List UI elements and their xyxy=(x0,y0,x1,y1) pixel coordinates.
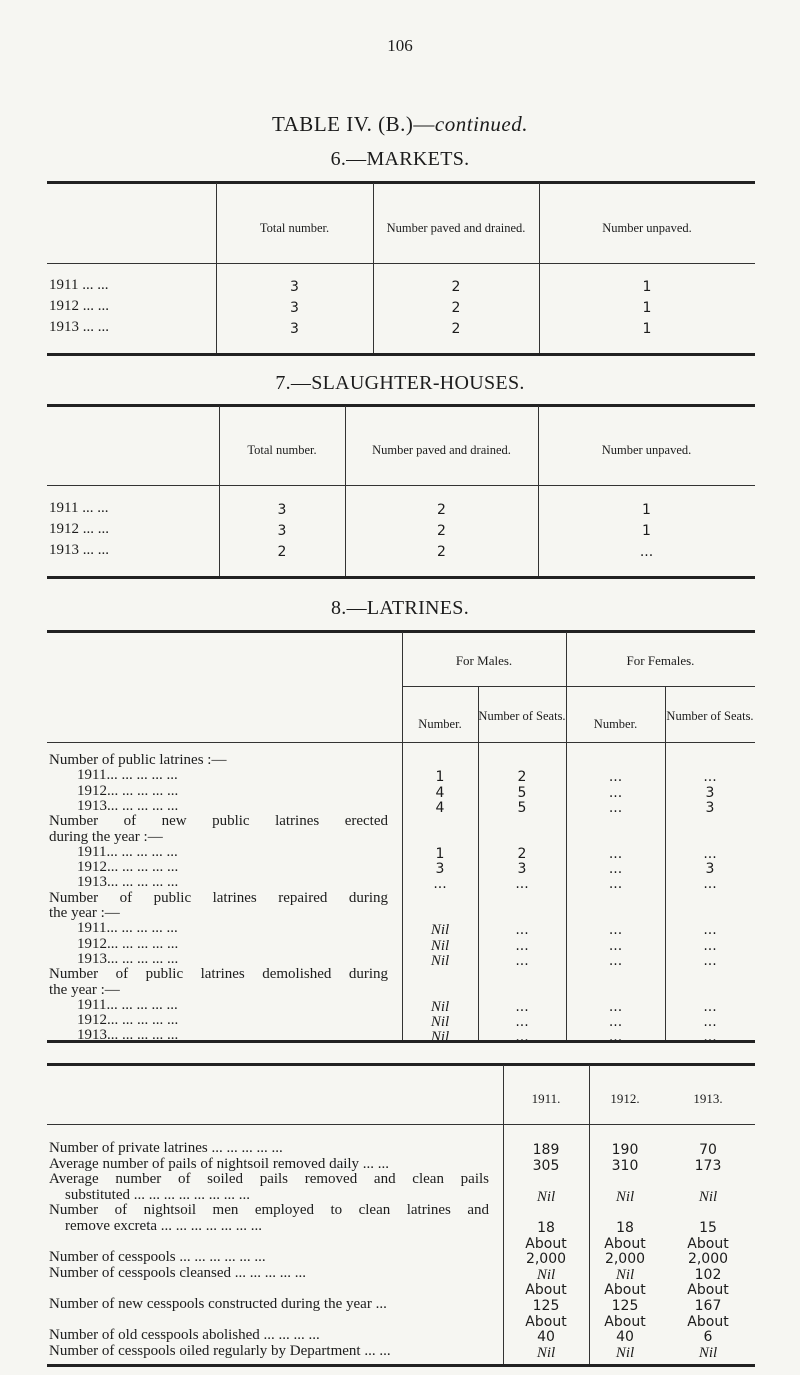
markets-cell: 1 xyxy=(642,300,652,316)
markets-top-rule xyxy=(47,181,755,184)
latrines-row-label: 1911... ... ... ... ... xyxy=(77,843,178,860)
latrines-cell: Nil xyxy=(430,937,450,954)
markets-header-rule xyxy=(47,263,755,264)
private-cell: About xyxy=(525,1282,567,1299)
private-cell: Nil xyxy=(536,1344,556,1361)
latrines-sub-female-seats: Number of Seats. xyxy=(666,709,754,723)
slaughter-cell: ... xyxy=(639,544,654,560)
private-cell: 2,000 xyxy=(525,1251,567,1268)
latrines-row-label: the year :— xyxy=(49,981,120,998)
latrines-cell: Nil xyxy=(430,922,450,939)
private-row-label: Number of private latrines ... ... ... ... ... xyxy=(49,1140,283,1156)
latrines-cell: ... xyxy=(703,876,717,893)
latrines-cell: ... xyxy=(515,1029,529,1046)
latrines-cell: ... xyxy=(515,1014,529,1031)
slaughter-header-total: Total number. xyxy=(247,443,317,457)
latrines-cell: ... xyxy=(703,937,717,954)
latrines-header-rule xyxy=(47,742,755,743)
private-cell: 189 xyxy=(532,1142,560,1158)
private-cell: 18 xyxy=(616,1220,634,1236)
latrines-cell: ... xyxy=(515,998,529,1015)
latrines-cell: ... xyxy=(608,1014,623,1031)
latrines-cell: 3 xyxy=(705,861,715,878)
latrines-cell: Nil xyxy=(430,952,450,969)
latrines-row-label: Number of public latrines demolished during xyxy=(49,966,388,983)
latrines-cell: ... xyxy=(515,922,529,939)
latrines-row-label: 1912... ... ... ... ... xyxy=(77,782,179,799)
latrines-cell: ... xyxy=(703,922,717,939)
latrines-sub-male-seats: Number of Seats. xyxy=(478,709,566,723)
latrines-cell: Nil xyxy=(430,1029,450,1046)
slaughter-header-unpaved: Number unpaved. xyxy=(601,443,692,457)
latrines-cell: Nil xyxy=(430,1014,450,1031)
latrines-cell: 4 xyxy=(435,799,445,816)
latrines-bottom-rule xyxy=(47,1040,755,1043)
latrines-row-label: Number of public latrines repaired during xyxy=(49,889,388,906)
latrines-row-label: 1913... ... ... ... ... xyxy=(77,874,179,891)
private-header-rule xyxy=(47,1124,755,1125)
latrines-row-label: 1913... ... ... ... ... xyxy=(77,797,179,814)
latrines-cell: ... xyxy=(703,1014,717,1031)
latrines-cell: 2 xyxy=(517,769,527,786)
private-cell: Nil xyxy=(698,1344,718,1361)
latrines-cell: ... xyxy=(608,799,623,816)
table-title xyxy=(0,112,800,137)
markets-row-year: 1911 ... ... xyxy=(49,277,109,293)
private-cell: 40 xyxy=(537,1329,555,1346)
slaughter-header-rule xyxy=(47,485,755,486)
latrines-cell: ... xyxy=(703,998,717,1015)
latrines-sub-male-number: Number. xyxy=(418,717,462,731)
markets-cell: 1 xyxy=(642,321,652,337)
table-title-continued: continued. xyxy=(434,112,528,136)
private-cell: 310 xyxy=(611,1157,639,1174)
private-top-rule xyxy=(47,1063,755,1066)
latrines-title: 8.—LATRINES. xyxy=(330,597,470,619)
private-cell: 40 xyxy=(616,1329,634,1346)
slaughter-cell: 2 xyxy=(277,544,287,560)
latrines-vline-1 xyxy=(402,632,403,1040)
latrines-cell: 3 xyxy=(435,861,445,878)
private-cell: 190 xyxy=(611,1142,639,1158)
latrines-row-label: 1911... ... ... ... ... xyxy=(77,920,178,937)
markets-header-unpaved: Number unpaved. xyxy=(602,221,692,235)
latrines-cell: ... xyxy=(515,937,529,954)
slaughter-row-year: 1911 ... ... xyxy=(49,500,109,516)
private-row-label: Number of nightsoil men employed to clean latrines and xyxy=(49,1202,489,1219)
private-row-label: Average number of soiled pails removed and clean pails xyxy=(49,1171,489,1188)
latrines-group-females: For Females. xyxy=(626,653,695,668)
private-cell: About xyxy=(604,1313,646,1330)
latrines-vline-3 xyxy=(566,632,567,1040)
latrines-cell: ... xyxy=(608,784,623,801)
private-cell: 2,000 xyxy=(687,1251,729,1268)
latrines-row-label: during the year :— xyxy=(49,828,163,845)
private-cell: Nil xyxy=(615,1188,635,1205)
latrines-cell: ... xyxy=(703,952,717,969)
slaughter-bottom-rule xyxy=(47,576,755,579)
latrines-row-label: 1912... ... ... ... ... xyxy=(77,935,179,952)
private-cell: 173 xyxy=(694,1157,722,1174)
slaughter-cell: 2 xyxy=(437,523,446,539)
markets-cell: 1 xyxy=(642,279,652,295)
slaughter-header-paved: Number paved and drained. xyxy=(372,443,511,457)
latrines-cell: ... xyxy=(608,769,623,786)
private-header-1911: 1911. xyxy=(531,1091,561,1106)
private-row-label: substituted ... ... ... ... ... ... ... ... xyxy=(65,1186,251,1203)
latrines-cell: ... xyxy=(608,1029,623,1046)
latrines-cell: 2 xyxy=(517,845,527,862)
private-row-label: Number of cesspools ... ... ... ... ... ... xyxy=(49,1249,266,1266)
markets-cell: 2 xyxy=(451,321,461,337)
latrines-row-label: Number of new public latrines erected xyxy=(49,813,388,830)
private-row-label: remove excreta ... ... ... ... ... ... ... xyxy=(65,1218,263,1234)
private-cell: 6 xyxy=(703,1329,713,1346)
markets-row-year: 1913 ... ... xyxy=(49,319,109,335)
slaughter-cell: 1 xyxy=(642,523,651,539)
slaughter-cell: 1 xyxy=(642,502,651,518)
latrines-row-label: 1913... ... ... ... ... xyxy=(77,1027,179,1044)
latrines-cell: ... xyxy=(703,769,717,786)
latrines-cell: ... xyxy=(608,937,623,954)
latrines-cell: Nil xyxy=(430,998,450,1015)
latrines-cell: 5 xyxy=(517,784,527,801)
slaughter-top-rule xyxy=(47,404,755,407)
private-row-label: Number of cesspools cleansed ... ... ... ... ... xyxy=(49,1264,307,1281)
slaughter-row-year: 1912 ... ... xyxy=(49,521,109,537)
slaughter-title: 7.—SLAUGHTER-HOUSES. xyxy=(275,372,525,394)
latrines-sub-female-number: Number. xyxy=(593,717,638,731)
private-cell: About xyxy=(687,1313,729,1330)
private-cell: Nil xyxy=(536,1266,556,1283)
markets-header-paved: Number paved and drained. xyxy=(386,221,526,235)
latrines-cell: 1 xyxy=(435,769,445,786)
markets-cell: 2 xyxy=(451,300,461,316)
latrines-row-label: the year :— xyxy=(49,905,120,921)
latrines-cell: 3 xyxy=(705,784,715,801)
table-title-main: TABLE IV. (B.)— xyxy=(272,112,435,136)
private-row-label: Number of new cesspools constructed during the year ... xyxy=(49,1296,387,1312)
latrines-cell: ... xyxy=(703,1029,717,1046)
latrines-cell: ... xyxy=(515,952,529,969)
latrines-row-label: 1913... ... ... ... ... xyxy=(77,950,179,967)
latrines-row-label: 1912... ... ... ... ... xyxy=(77,1012,179,1029)
private-cell: About xyxy=(687,1282,729,1299)
private-row-label: Number of old cesspools abolished ... ... ... ... xyxy=(49,1327,320,1344)
markets-cell: 2 xyxy=(451,279,461,295)
private-cell: 102 xyxy=(694,1266,722,1283)
private-cell: 305 xyxy=(532,1157,560,1174)
latrines-cell: ... xyxy=(608,952,623,969)
markets-header-total: Total number. xyxy=(259,221,330,235)
private-header-1913: 1913. xyxy=(693,1091,723,1106)
markets-cell: 3 xyxy=(290,300,299,316)
private-cell: 125 xyxy=(532,1298,560,1314)
markets-cell: 3 xyxy=(290,321,299,337)
slaughter-cell: 3 xyxy=(277,502,287,518)
private-cell: 2,000 xyxy=(604,1251,646,1268)
private-bottom-rule xyxy=(47,1364,755,1367)
markets-bottom-rule xyxy=(47,353,755,356)
latrines-cell: ... xyxy=(433,876,447,893)
markets-cell: 3 xyxy=(290,279,299,295)
private-row-label: Average number of pails of nightsoil removed daily ... ... xyxy=(49,1155,390,1172)
latrines-cell: 3 xyxy=(705,799,715,816)
private-cell: 18 xyxy=(537,1220,555,1236)
latrines-row-label: Number of public latrines :— xyxy=(49,752,227,768)
private-cell: Nil xyxy=(698,1188,718,1205)
slaughter-cell: 2 xyxy=(437,544,446,560)
private-cell: About xyxy=(525,1313,567,1330)
private-cell: 167 xyxy=(694,1298,722,1314)
private-cell: About xyxy=(525,1235,567,1252)
latrines-row-label: 1912... ... ... ... ... xyxy=(77,859,179,876)
latrines-cell: ... xyxy=(515,876,529,893)
latrines-group-rule xyxy=(402,686,755,687)
private-cell: About xyxy=(687,1235,729,1252)
private-cell: Nil xyxy=(615,1266,635,1283)
latrines-cell: 5 xyxy=(517,799,527,816)
markets-title: 6.—MARKETS. xyxy=(330,148,470,170)
private-cell: About xyxy=(604,1282,646,1299)
latrines-cell: 3 xyxy=(517,861,527,878)
private-cell: 125 xyxy=(611,1298,639,1314)
private-row-label: Number of cesspools oiled regularly by Department ... ... xyxy=(49,1342,391,1359)
latrines-cell: ... xyxy=(608,845,623,862)
latrines-row-label: 1911... ... ... ... ... xyxy=(77,767,178,784)
private-header-1912: 1912. xyxy=(610,1091,640,1106)
latrines-cell: ... xyxy=(608,876,623,893)
slaughter-cell: 2 xyxy=(437,502,446,518)
private-cell: Nil xyxy=(536,1188,556,1205)
slaughter-row-year: 1913 ... ... xyxy=(49,542,109,558)
slaughter-cell: 3 xyxy=(277,523,287,539)
private-cell: 15 xyxy=(699,1220,717,1236)
latrines-cell: ... xyxy=(608,861,623,878)
markets-row-year: 1912 ... ... xyxy=(49,298,109,314)
private-cell: 70 xyxy=(699,1142,717,1158)
latrines-cell: ... xyxy=(608,922,623,939)
private-cell: Nil xyxy=(615,1344,635,1361)
latrines-top-rule xyxy=(47,630,755,633)
latrines-cell: ... xyxy=(703,845,717,862)
private-cell: About xyxy=(604,1235,646,1252)
latrines-cell: ... xyxy=(608,998,623,1015)
latrines-cell: 1 xyxy=(435,845,445,862)
page-number: 106 xyxy=(387,36,413,55)
latrines-cell: 4 xyxy=(435,784,445,801)
latrines-group-males: For Males. xyxy=(455,653,513,668)
latrines-row-label: 1911... ... ... ... ... xyxy=(77,996,178,1013)
